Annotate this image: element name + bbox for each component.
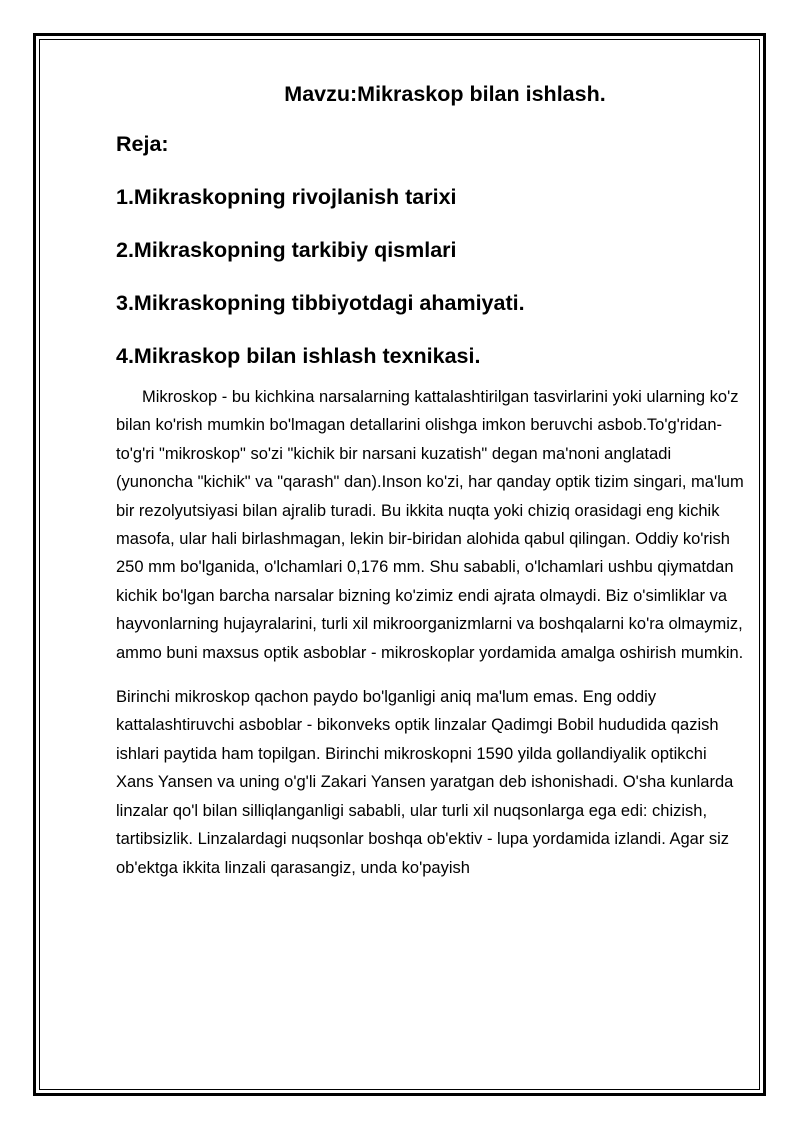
body-paragraph: Birinchi mikroskop qachon paydo bo'lganligi aniq ma'lum emas. Eng oddiy kattalashtiruvchi asboblar - bikonveks optik linzalar Qadimgi Bobil hududida qazish ishlari paytida ham topilgan. Birinchi mikroskopni 1590 yilda gollandiyalik optikchi Xans Yansen va uning o'g'li Zakari Yansen yaratgan deb ishonishadi. O'sha kunlarda linzalar qo'l bilan silliqlanganligi sababli, ular turli xil nuqsonlarga ega edi: chizish, tartibsizlik. Linzalardagi nuqsonlar boshqa ob'ektiv - lupa yordamida izlandi. Agar siz ob'ektga ikkita linzali qarasangiz, unda ko'payish	[116, 688, 734, 877]
document-title: Mavzu:Mikraskop bilan ishlash.	[284, 82, 606, 106]
plan-item: 3.Mikraskopning tibbiyotdagi ahamiyati.	[116, 291, 525, 315]
document-body	[116, 78, 746, 882]
body-paragraph: Mikroskop - bu kichkina narsalarning kattalashtirilgan tasvirlarini yoki ularning ko'z bilan ko'rish mumkin bo'lmagan detallarini olishga imkon beruvchi asbob.To'g'ridan-to'g'ri "mikroskop" so'zi "kichik bir narsani kuzatish" degan ma'noni anglatadi (yunoncha "kichik" va "qarash" dan).Inson ko'zi, har qanday optik tizim singari, ma'lum bir rezolyutsiyasi bilan ajralib turadi. Bu ikkita nuqta yoki chiziq orasidagi eng kichik masofa, ular hali birlashmagan, lekin bir-biridan alohida qabul qilingan. Oddiy ko'rish 250 mm bo'lganida, o'lchamlari 0,176 mm. Shu sababli, o'lchamlari ushbu qiymatdan kichik bo'lgan barcha narsalar bizning ko'zimiz endi ajrata olmaydi. Biz o'simliklar va hayvonlarning hujayralarini, turli xil mikroorganizmlarni va boshqalarni ko'ra olmaymiz, ammo buni maxsus optik asboblar - mikroskoplar yordamida amalga oshirish mumkin.	[116, 388, 744, 662]
plan-item: 2.Mikraskopning tarkibiy qismlari	[116, 238, 457, 262]
plan-list	[116, 181, 746, 372]
plan-item: 1.Mikraskopning rivojlanish tarixi	[116, 185, 457, 209]
plan-item: 4.Mikraskop bilan ishlash texnikasi.	[116, 344, 481, 368]
plan-heading: Reja:	[116, 132, 169, 156]
